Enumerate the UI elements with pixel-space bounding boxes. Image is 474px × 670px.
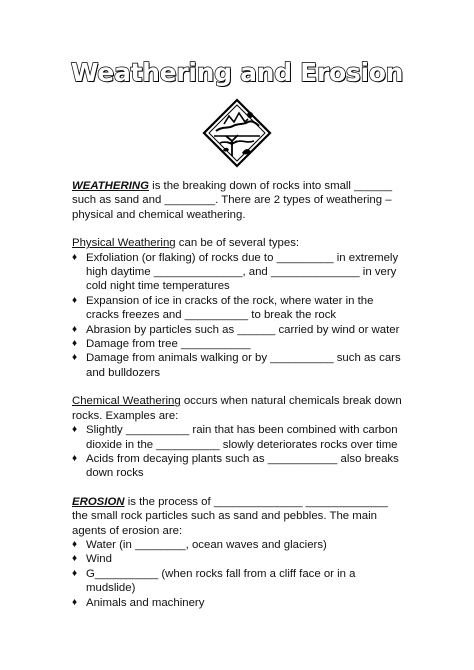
list-item: ♦ Abrasion by particles such as ______ carried by wind or water <box>72 323 402 337</box>
chemical-heading: Chemical Weathering <box>72 395 181 408</box>
worksheet-title: Weathering and Erosion <box>70 58 404 87</box>
erosion-text: is the process of ______________ _____________ the small rock particles such as sand and pebbles. The main agents of erosion are: <box>72 495 389 537</box>
list-item: ♦ Animals and machinery <box>72 596 402 610</box>
physical-list <box>72 251 402 381</box>
list-item: ♦ Exfoliation (or flaking) of rocks due to _________ in extremely high daytime ______________, and ______________ in very cold night time temperatures <box>72 251 402 294</box>
erosion-term: EROSION <box>72 495 125 508</box>
weathering-term: WEATHERING <box>72 180 149 192</box>
list-item: ♦ Expansion of ice in cracks of the rock, where water in the cracks freezes and __________ to break the rock <box>72 294 402 323</box>
erosion-section <box>72 495 402 610</box>
chemical-weathering-section <box>72 394 402 480</box>
erosion-list <box>72 538 402 610</box>
list-item: ♦ G__________ (when rocks fall from a cliff face or in a mudslide) <box>72 567 402 596</box>
list-item: ♦ Slightly __________ rain that has been combined with carbon dioxide in the __________ slowly deteriorates rocks over time <box>72 423 402 452</box>
list-item: ♦ Damage from animals walking or by __________ such as cars and bulldozers <box>72 351 402 380</box>
list-item: ♦ Damage from tree ___________ <box>72 337 402 351</box>
chemical-intro: occurs when natural chemicals break down rocks. Examples are: <box>72 395 402 422</box>
physical-heading: Physical Weathering <box>72 237 176 250</box>
list-item: ♦ Acids from decaying plants such as ___________ also breaks down rocks <box>72 452 402 481</box>
list-item: ♦ Water (in ________, ocean waves and glaciers) <box>72 538 402 552</box>
physical-intro: can be of several types: <box>175 237 300 250</box>
physical-weathering-section <box>72 236 402 380</box>
weathering-text: is the breaking down of rocks into small ______ such as sand and ________. There are 2 types of weathering – physical and chemical weathering. <box>72 180 393 221</box>
worksheet-body <box>72 179 402 610</box>
list-item: ♦ Wind <box>72 552 402 566</box>
weathering-landscape-icon <box>202 98 272 168</box>
chemical-list <box>72 423 402 481</box>
weathering-definition <box>72 179 402 222</box>
